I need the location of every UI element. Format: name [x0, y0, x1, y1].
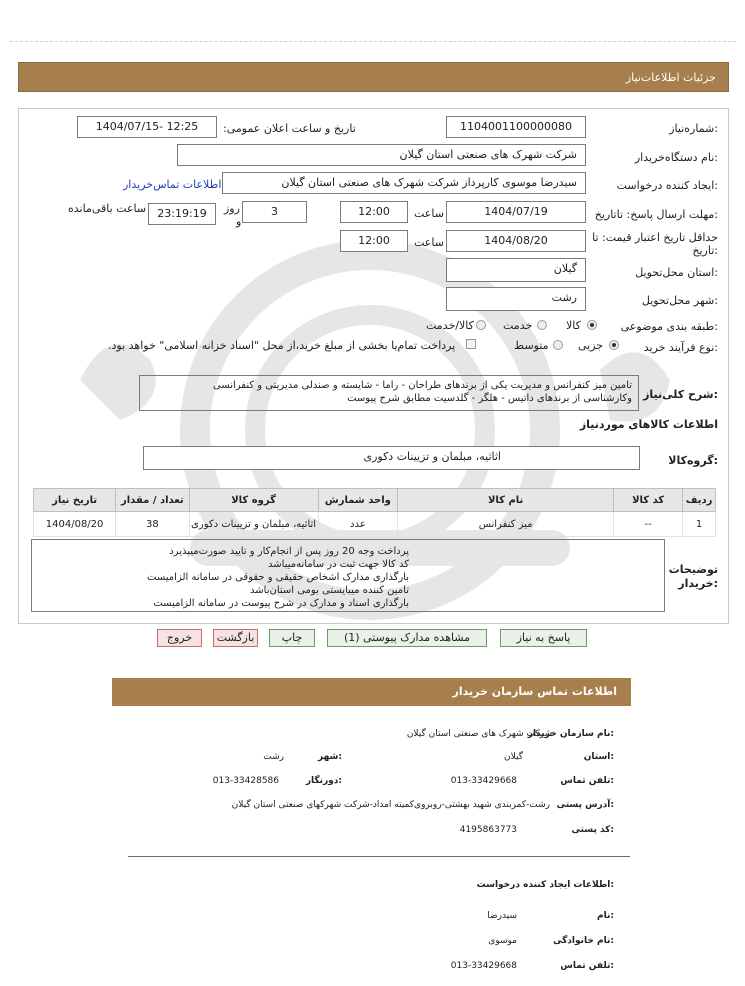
- contact-city-label: شهر:: [318, 752, 342, 762]
- reply-button[interactable]: پاسخ به نیاز: [500, 629, 587, 647]
- category-option-goods: کالا: [566, 319, 581, 332]
- note-line-1: پرداخت وجه 20 روز پس از انجام‌کار و تایید صورت‌میپذیرد: [169, 546, 409, 557]
- col-unit: واحد شمارش: [318, 489, 398, 512]
- exit-button[interactable]: خروج: [157, 629, 202, 647]
- note-line-4: تامین کننده میبایستی بومی استان‌باشد: [250, 585, 409, 596]
- contact-divider: [128, 856, 630, 857]
- org-value: شرکت شهرک های صنعتی استان گیلان: [406, 729, 552, 739]
- buyer-org-field: شرکت شهرک های صنعتی استان گیلان: [177, 144, 586, 166]
- creator-label: ایجاد کننده درخواست:: [616, 179, 718, 192]
- summary-box: [139, 375, 639, 411]
- contact-phone-label: تلفن تماس:: [560, 776, 614, 786]
- note-line-5: بارگذاری اسناد و مدارک در شرح پیوست در سامانه الزامیست: [153, 598, 409, 609]
- address-value: رشت-کمربندی شهید بهشتی-روبروی‌کمیته امداد-شرکت شهرکهای صنعتی استان گیلان: [231, 800, 550, 810]
- contact-province-label: استان:: [583, 752, 614, 762]
- process-radio-medium[interactable]: [553, 340, 563, 350]
- process-option-partial: جزیی: [578, 339, 604, 352]
- goods-group-field: اثاثیه، مبلمان و تزیینات دکوری: [143, 446, 640, 470]
- category-radio-goods[interactable]: [587, 320, 597, 330]
- buyer-contact-link[interactable]: اطلاعات تماس‌خریدار: [123, 178, 222, 191]
- page-title: جزئیات اطلاعات‌نیاز: [625, 71, 716, 84]
- goods-info-title: اطلاعات کالاهای موردنیاز: [579, 418, 718, 431]
- price-validity-label-2: تاریخ:: [692, 244, 718, 257]
- province-label: استان محل‌تحویل:: [635, 266, 718, 279]
- summary-label: شرح کلی‌نیاز:: [643, 388, 718, 401]
- notes-box: [31, 539, 665, 612]
- price-validity-time-label: ساعت: [414, 236, 444, 249]
- category-option-both: کالا/خدمت: [426, 319, 474, 332]
- reply-time-field: 12:00: [340, 201, 408, 223]
- print-button[interactable]: چاپ: [269, 629, 315, 647]
- cell-code: --: [614, 512, 683, 537]
- remaining-label: ساعت باقی‌مانده: [68, 202, 147, 215]
- city-label: شهر محل‌تحویل:: [641, 294, 718, 307]
- need-number-field: 1104001100000080: [446, 116, 586, 138]
- col-row: ردیف: [683, 489, 716, 512]
- contact-phone-value: 013-33429668: [450, 776, 517, 786]
- announce-label: تاریخ و ساعت اعلان عمومی:: [223, 122, 356, 135]
- contact-province-value: گیلان: [504, 752, 523, 762]
- attachments-button[interactable]: مشاهده مدارک پیوستی (1): [327, 629, 487, 647]
- col-name: نام کالا: [398, 489, 614, 512]
- items-table: [33, 488, 716, 537]
- org-label: نام سازمان خریدار:: [527, 729, 614, 739]
- creator-name-label: نام:: [597, 911, 614, 921]
- category-option-service: خدمت: [503, 319, 533, 332]
- contact-city-value: رشت: [263, 752, 284, 762]
- col-date: تاریخ نیاز: [34, 489, 116, 512]
- notes-label-2: خریدار:: [678, 577, 718, 590]
- need-number-label: شماره‌نیاز:: [669, 122, 718, 135]
- province-field: گیلان: [446, 258, 586, 282]
- reply-date-field: 1404/07/19: [446, 201, 586, 223]
- creator-field: سیدرضا موسوی کارپرداز شرکت شهرک های صنعتی استان گیلان: [222, 172, 586, 194]
- note-line-2: کد کالا جهت ثبت در سامانه‌میباشد: [268, 559, 409, 570]
- summary-line-1: تامین میز کنفرانس و مدیریت یکی از برندهای طراحان - راما - شایسته و صندلی مدیریتی و کنفرانسی: [212, 380, 632, 391]
- contact-header: [112, 678, 631, 706]
- process-option-medium: متوسط: [514, 339, 549, 352]
- col-qty: تعداد / مقدار: [116, 489, 189, 512]
- reply-deadline-label: مهلت ارسال پاسخ: تاتاریخ:: [594, 208, 718, 221]
- creator-info-title: اطلاعات ایجاد کننده درخواست:: [476, 880, 614, 890]
- goods-group-label: گروه‌کالا:: [668, 454, 718, 467]
- reply-time-label: ساعت: [414, 207, 444, 220]
- items-table-header: [34, 489, 716, 512]
- cell-date: 1404/08/20: [34, 512, 116, 537]
- back-button[interactable]: بازگشت: [213, 629, 258, 647]
- note-line-3: بارگذاری مدارک اشخاص حقیقی و حقوقی در سامانه الزامیست: [147, 572, 409, 583]
- page-header: [18, 62, 729, 92]
- remaining-time-field: 23:19:19: [148, 203, 216, 225]
- days-label: روز: [224, 202, 240, 215]
- cell-name: میز کنفرانس: [398, 512, 614, 537]
- buyer-org-label: نام دستگاه‌خریدار:: [634, 151, 718, 164]
- creator-family-value: موسوی: [488, 936, 517, 946]
- price-validity-label-1: حداقل تاریخ اعتبار قیمت: تا: [592, 231, 718, 244]
- days-field: 3: [242, 201, 307, 223]
- process-radio-partial[interactable]: [609, 340, 619, 350]
- top-divider: [10, 41, 736, 42]
- city-field: رشت: [446, 287, 586, 311]
- col-group: گروه کالا: [189, 489, 318, 512]
- category-radio-service[interactable]: [537, 320, 547, 330]
- treasury-note: پرداخت تمام‌یا بخشی از مبلغ خرید،از محل "اسناد خزانه اسلامی" خواهد بود.: [108, 339, 456, 352]
- cell-group: اثاثیه، مبلمان و تزیینات دکوری: [189, 512, 318, 537]
- category-radio-both[interactable]: [476, 320, 486, 330]
- days-suffix: و: [236, 215, 242, 228]
- notes-label-1: توضیحات: [668, 563, 718, 576]
- fax-label: دورنگار:: [305, 776, 342, 786]
- postal-value: 4195863773: [459, 825, 517, 835]
- creator-family-label: نام خانوادگی:: [552, 936, 614, 946]
- address-label: آدرس پستی:: [556, 800, 614, 810]
- price-validity-time-field: 12:00: [340, 230, 408, 252]
- treasury-checkbox[interactable]: [466, 339, 476, 349]
- summary-line-2: وکارشناسی از برندهای داتیس - هلگر - گلدسیت مطابق شرح پیوست: [347, 393, 632, 404]
- creator-phone-label: تلفن تماس:: [560, 961, 614, 971]
- creator-name-value: سیدرضا: [487, 911, 517, 921]
- announce-field: 1404/07/15- 12:25: [77, 116, 217, 138]
- process-label: نوع فرآیند خرید:: [643, 341, 718, 354]
- fax-value: 013-33428586: [212, 776, 279, 786]
- cell-unit: عدد: [318, 512, 398, 537]
- contact-title: اطلاعات تماس سازمان خریدار: [452, 685, 617, 698]
- cell-row: 1: [683, 512, 716, 537]
- table-row: [34, 512, 716, 537]
- creator-phone-value: 013-33429668: [450, 961, 517, 971]
- price-validity-date-field: 1404/08/20: [446, 230, 586, 252]
- category-label: طبقه بندی موضوعی:: [620, 320, 718, 333]
- postal-label: کد پستی:: [571, 825, 614, 835]
- cell-qty: 38: [116, 512, 189, 537]
- col-code: کد کالا: [614, 489, 683, 512]
